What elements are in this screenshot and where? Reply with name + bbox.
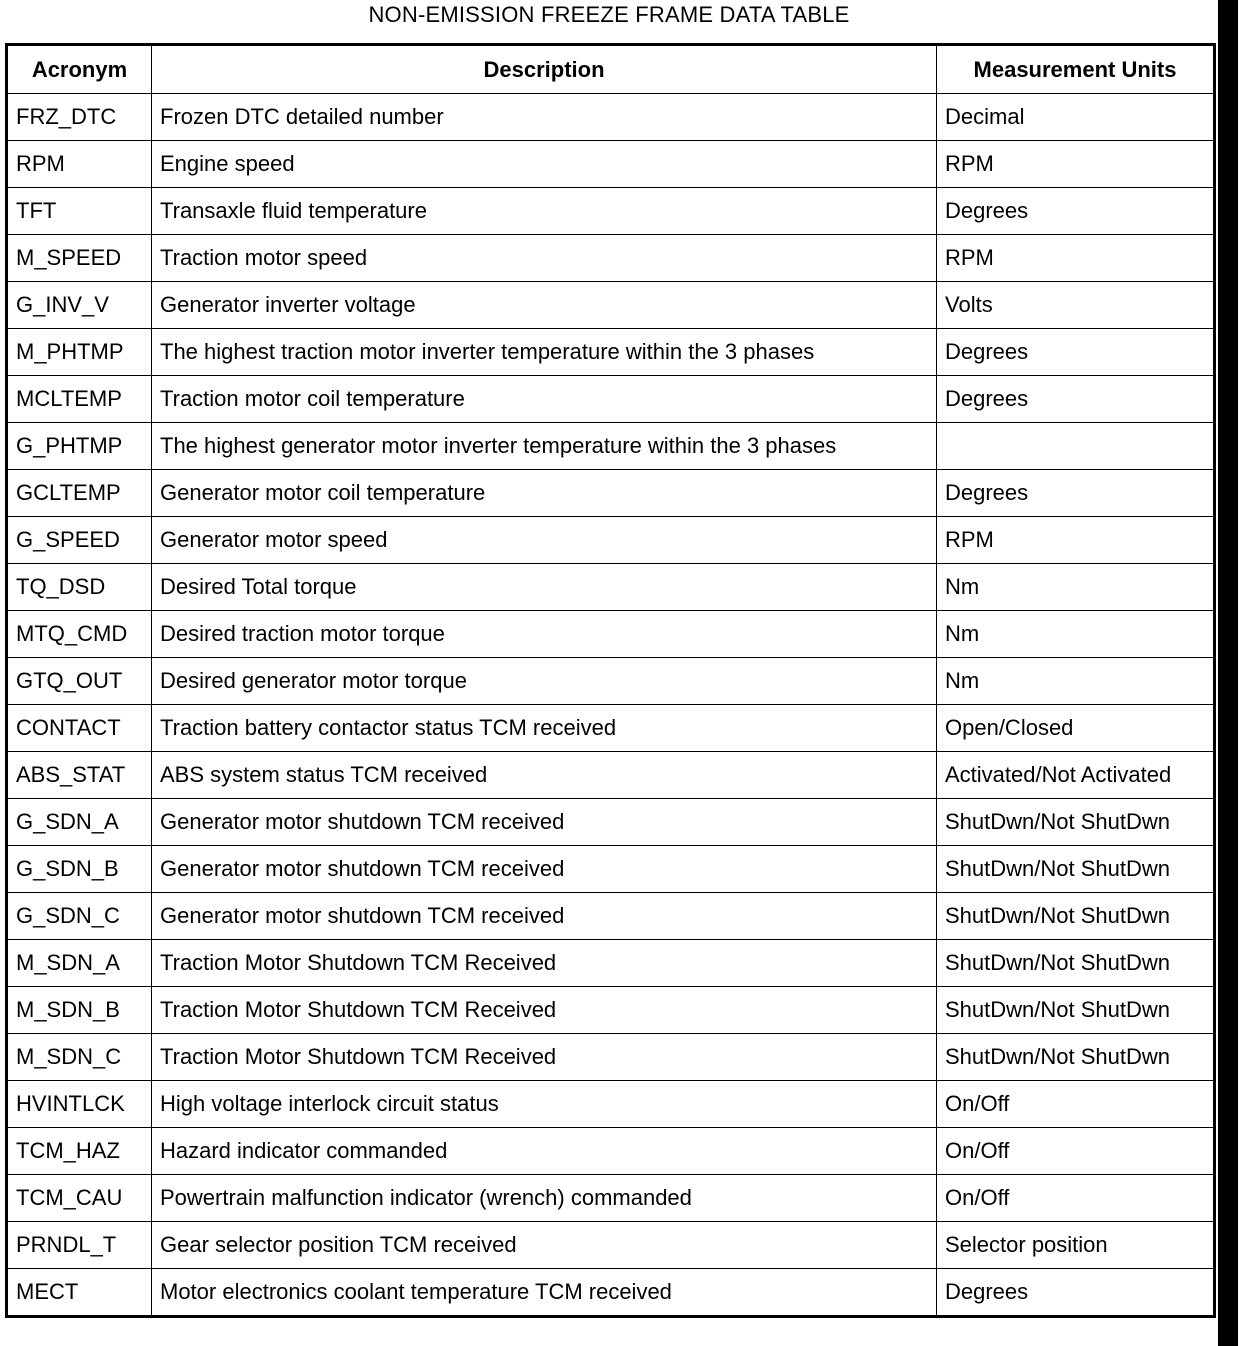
acronym-cell: TCM_HAZ	[7, 1128, 152, 1175]
acronym-cell: RPM	[7, 141, 152, 188]
units-cell: Nm	[937, 564, 1215, 611]
acronym-cell: G_INV_V	[7, 282, 152, 329]
units-cell: Degrees	[937, 329, 1215, 376]
description-cell: Gear selector position TCM received	[152, 1222, 937, 1269]
table-row	[7, 1128, 1215, 1175]
table-row	[7, 1034, 1215, 1081]
units-cell: Open/Closed	[937, 705, 1215, 752]
description-cell: High voltage interlock circuit status	[152, 1081, 937, 1128]
units-cell: ShutDwn/Not ShutDwn	[937, 893, 1215, 940]
acronym-cell: M_SDN_B	[7, 987, 152, 1034]
table-row	[7, 470, 1215, 517]
units-cell: Degrees	[937, 376, 1215, 423]
page-title: NON-EMISSION FREEZE FRAME DATA TABLE	[368, 2, 850, 27]
acronym-cell: PRNDL_T	[7, 1222, 152, 1269]
table-row	[7, 987, 1215, 1034]
table-row	[7, 376, 1215, 423]
table-row	[7, 188, 1215, 235]
table-row	[7, 752, 1215, 799]
table-row	[7, 564, 1215, 611]
description-cell: Generator motor shutdown TCM received	[152, 799, 937, 846]
description-cell: The highest generator motor inverter temperature within the 3 phases	[152, 423, 937, 470]
units-cell: Selector position	[937, 1222, 1215, 1269]
description-cell: Generator motor shutdown TCM received	[152, 893, 937, 940]
acronym-cell: GTQ_OUT	[7, 658, 152, 705]
scan-edge-bar	[1218, 0, 1238, 1346]
acronym-cell: HVINTLCK	[7, 1081, 152, 1128]
acronym-cell: G_SDN_B	[7, 846, 152, 893]
table-row	[7, 611, 1215, 658]
units-cell	[937, 423, 1215, 470]
description-cell: Transaxle fluid temperature	[152, 188, 937, 235]
units-cell: On/Off	[937, 1128, 1215, 1175]
units-cell: Degrees	[937, 1269, 1215, 1317]
description-cell: Traction battery contactor status TCM received	[152, 705, 937, 752]
acronym-cell: MECT	[7, 1269, 152, 1317]
table-row	[7, 1081, 1215, 1128]
table-row	[7, 799, 1215, 846]
units-cell: ShutDwn/Not ShutDwn	[937, 1034, 1215, 1081]
description-cell: Frozen DTC detailed number	[152, 94, 937, 141]
acronym-cell: ABS_STAT	[7, 752, 152, 799]
description-cell: Hazard indicator commanded	[152, 1128, 937, 1175]
units-cell: Volts	[937, 282, 1215, 329]
acronym-cell: G_PHTMP	[7, 423, 152, 470]
header-acronym: Acronym	[7, 45, 152, 94]
units-cell: Decimal	[937, 94, 1215, 141]
acronym-cell: M_PHTMP	[7, 329, 152, 376]
description-cell: Desired generator motor torque	[152, 658, 937, 705]
units-cell: On/Off	[937, 1081, 1215, 1128]
units-cell: Activated/Not Activated	[937, 752, 1215, 799]
description-cell: Generator motor coil temperature	[152, 470, 937, 517]
description-cell: Traction Motor Shutdown TCM Received	[152, 940, 937, 987]
units-cell: ShutDwn/Not ShutDwn	[937, 987, 1215, 1034]
description-cell: Traction motor coil temperature	[152, 376, 937, 423]
acronym-cell: TQ_DSD	[7, 564, 152, 611]
description-cell: Generator motor speed	[152, 517, 937, 564]
description-cell: Motor electronics coolant temperature TCM received	[152, 1269, 937, 1317]
acronym-cell: G_SDN_A	[7, 799, 152, 846]
description-cell: ABS system status TCM received	[152, 752, 937, 799]
description-cell: Traction Motor Shutdown TCM Received	[152, 987, 937, 1034]
table-row	[7, 1222, 1215, 1269]
description-cell: Engine speed	[152, 141, 937, 188]
units-cell: ShutDwn/Not ShutDwn	[937, 799, 1215, 846]
units-cell: RPM	[937, 235, 1215, 282]
acronym-cell: TCM_CAU	[7, 1175, 152, 1222]
acronym-cell: G_SPEED	[7, 517, 152, 564]
description-cell: Traction motor speed	[152, 235, 937, 282]
table-row	[7, 141, 1215, 188]
units-cell: RPM	[937, 517, 1215, 564]
acronym-cell: MCLTEMP	[7, 376, 152, 423]
acronym-cell: GCLTEMP	[7, 470, 152, 517]
units-cell: Nm	[937, 611, 1215, 658]
description-cell: Desired traction motor torque	[152, 611, 937, 658]
units-cell: Degrees	[937, 470, 1215, 517]
table-row	[7, 235, 1215, 282]
header-row	[7, 45, 1215, 94]
table-row	[7, 1175, 1215, 1222]
table-row	[7, 658, 1215, 705]
table-row	[7, 846, 1215, 893]
acronym-cell: CONTACT	[7, 705, 152, 752]
acronym-cell: M_SDN_C	[7, 1034, 152, 1081]
acronym-cell: G_SDN_C	[7, 893, 152, 940]
units-cell: Degrees	[937, 188, 1215, 235]
acronym-cell: TFT	[7, 188, 152, 235]
description-cell: The highest traction motor inverter temperature within the 3 phases	[152, 329, 937, 376]
table-row	[7, 517, 1215, 564]
table-row	[7, 893, 1215, 940]
table-row	[7, 1269, 1215, 1317]
description-cell: Generator inverter voltage	[152, 282, 937, 329]
description-cell: Desired Total torque	[152, 564, 937, 611]
header-description: Description	[152, 45, 937, 94]
table-row	[7, 423, 1215, 470]
description-cell: Traction Motor Shutdown TCM Received	[152, 1034, 937, 1081]
units-cell: Nm	[937, 658, 1215, 705]
description-cell: Powertrain malfunction indicator (wrench) commanded	[152, 1175, 937, 1222]
table-row	[7, 94, 1215, 141]
table-row	[7, 329, 1215, 376]
acronym-cell: M_SDN_A	[7, 940, 152, 987]
units-cell: ShutDwn/Not ShutDwn	[937, 940, 1215, 987]
acronym-cell: M_SPEED	[7, 235, 152, 282]
table-row	[7, 705, 1215, 752]
header-units: Measurement Units	[937, 45, 1215, 94]
description-cell: Generator motor shutdown TCM received	[152, 846, 937, 893]
freeze-frame-table	[5, 43, 1216, 1318]
units-cell: On/Off	[937, 1175, 1215, 1222]
table-row	[7, 282, 1215, 329]
table-row	[7, 940, 1215, 987]
acronym-cell: MTQ_CMD	[7, 611, 152, 658]
acronym-cell: FRZ_DTC	[7, 94, 152, 141]
units-cell: ShutDwn/Not ShutDwn	[937, 846, 1215, 893]
units-cell: RPM	[937, 141, 1215, 188]
